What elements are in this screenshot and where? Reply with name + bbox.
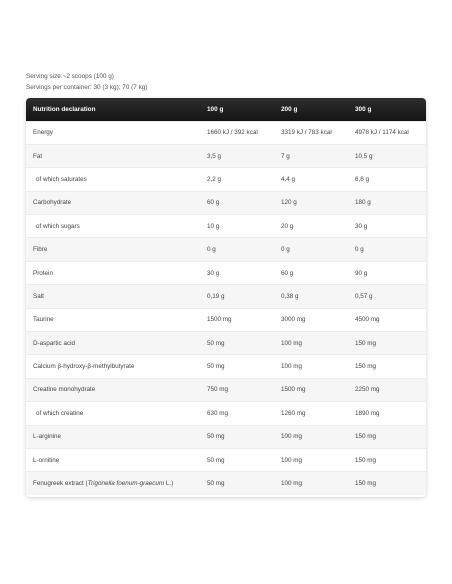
table-row	[26, 308, 426, 331]
nutrient-name	[26, 472, 200, 495]
value-100g: 10 g	[200, 215, 274, 238]
value-200g: 1500 mg	[274, 378, 348, 401]
value-100g: 1500 mg	[200, 308, 274, 331]
nutrient-name-suffix: L.)	[164, 480, 174, 488]
table-row	[26, 332, 426, 355]
nutrient-name: of which sugars	[26, 215, 200, 238]
value-300g: 150 mg	[348, 448, 426, 471]
nutrient-name-latin: Trigonella foenum-graecum	[87, 480, 165, 488]
header-row	[26, 98, 426, 121]
value-200g: 100 mg	[274, 355, 348, 378]
value-300g: 150 mg	[348, 425, 426, 448]
value-100g: 750 mg	[200, 378, 274, 401]
value-200g: 20 g	[274, 215, 348, 238]
value-100g: 50 mg	[200, 472, 274, 495]
value-200g: 60 g	[274, 261, 348, 284]
nutrient-name: Salt	[26, 285, 200, 308]
value-200g: 3000 mg	[274, 308, 348, 331]
nutrient-name: Energy	[26, 121, 200, 144]
value-200g: 4,4 g	[274, 168, 348, 191]
value-100g: 630 mg	[200, 402, 274, 425]
value-100g: 50 mg	[200, 355, 274, 378]
value-300g: 90 g	[348, 261, 426, 284]
table-row	[26, 472, 426, 495]
value-100g: 60 g	[200, 191, 274, 214]
value-300g: 1890 mg	[348, 402, 426, 425]
header-100g: 100 g	[207, 105, 224, 113]
table-row	[26, 168, 426, 191]
header-nutrition-declaration: Nutrition declaration	[33, 105, 96, 113]
value-100g: 50 mg	[200, 448, 274, 471]
nutrient-name: Creatine monohydrate	[26, 378, 200, 401]
value-100g: 50 mg	[200, 332, 274, 355]
table-row	[26, 144, 426, 167]
table-row	[26, 402, 426, 425]
value-200g: 1260 mg	[274, 402, 348, 425]
value-100g: 1660 kJ / 392 kcal	[200, 121, 274, 144]
table-row	[26, 355, 426, 378]
value-300g: 150 mg	[348, 472, 426, 495]
nutrient-name: Fibre	[26, 238, 200, 261]
nutrient-name: of which creatine	[26, 402, 200, 425]
value-300g: 180 g	[348, 191, 426, 214]
value-300g: 150 mg	[348, 355, 426, 378]
serving-info	[26, 71, 147, 93]
nutrient-name: Fat	[26, 144, 200, 167]
value-300g: 30 g	[348, 215, 426, 238]
value-200g: 100 mg	[274, 332, 348, 355]
value-100g: 0 g	[200, 238, 274, 261]
nutrient-name: D-aspartic acid	[26, 332, 200, 355]
table-row	[26, 191, 426, 214]
value-300g: 10,5 g	[348, 144, 426, 167]
header-300g: 300 g	[355, 105, 372, 113]
value-200g: 100 mg	[274, 448, 348, 471]
value-200g: 120 g	[274, 191, 348, 214]
nutrient-name-prefix: Fenugreek extract (	[33, 480, 88, 488]
table-row	[26, 448, 426, 471]
value-300g: 4500 mg	[348, 308, 426, 331]
table-row	[26, 121, 426, 144]
value-300g: 4978 kJ / 1174 kcal	[348, 121, 426, 144]
value-300g: 2250 mg	[348, 378, 426, 401]
value-100g: 3,5 g	[200, 144, 274, 167]
value-200g: 0 g	[274, 238, 348, 261]
table-row	[26, 378, 426, 401]
nutrition-table-card	[26, 98, 426, 497]
table-row	[26, 215, 426, 238]
value-300g: 0 g	[348, 238, 426, 261]
value-100g: 2,2 g	[200, 168, 274, 191]
nutrition-table-header	[26, 98, 426, 121]
value-200g: 3319 kJ / 783 kcal	[274, 121, 348, 144]
value-200g: 100 mg	[274, 472, 348, 495]
nutrient-name: Protein	[26, 261, 200, 284]
value-200g: 100 mg	[274, 425, 348, 448]
value-100g: 50 mg	[200, 425, 274, 448]
value-100g: 0,19 g	[200, 285, 274, 308]
header-200g: 200 g	[281, 105, 298, 113]
value-200g: 7 g	[274, 144, 348, 167]
value-300g: 0,57 g	[348, 285, 426, 308]
nutrient-name: L-arginine	[26, 425, 200, 448]
nutrient-name: Carbohydrate	[26, 191, 200, 214]
value-100g: 30 g	[200, 261, 274, 284]
nutrient-name: Calcium β-hydroxy-β-methylbutyrate	[26, 355, 200, 378]
servings-per-container-text: Servings per container: 30 (3 kg); 70 (7 kg)	[26, 84, 148, 91]
value-300g: 6,6 g	[348, 168, 426, 191]
nutrient-name: of which saturates	[26, 168, 200, 191]
table-row	[26, 238, 426, 261]
table-row	[26, 285, 426, 308]
serving-size-text: Serving size:~2 scoops (100 g)	[26, 73, 114, 80]
table-row	[26, 425, 426, 448]
table-row	[26, 261, 426, 284]
nutrition-table	[26, 98, 426, 495]
nutrient-name: L-ornitine	[26, 448, 200, 471]
value-300g: 150 mg	[348, 332, 426, 355]
nutrition-table-body	[26, 121, 426, 495]
nutrient-name: Taurine	[26, 308, 200, 331]
value-200g: 0,38 g	[274, 285, 348, 308]
